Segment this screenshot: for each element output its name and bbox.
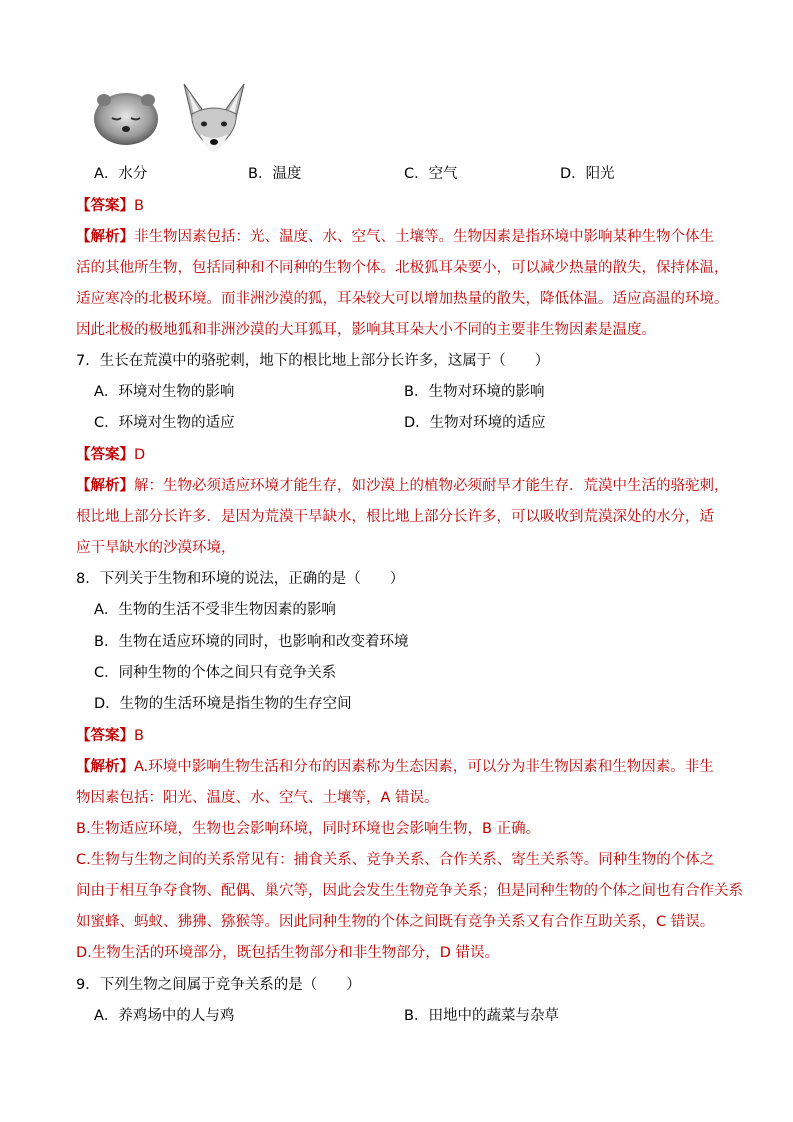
q7-answer <box>76 445 145 465</box>
q6-analysis-line-3: 适应寒冷的北极环境。而非洲沙漠的狐，耳朵较大可以增加热量的散失，降低体温。适应高温的环境。 <box>76 291 729 307</box>
q6-analysis-line-1 <box>76 227 714 247</box>
analysis-text: A.环境中影响生物生活和分布的因素称为生态因素，可以分为非生物因素和生物因素。非生 <box>134 759 714 775</box>
answer-value: B <box>134 728 144 744</box>
q9-option-b: B．田地中的蔬菜与杂草 <box>404 1008 559 1024</box>
q6-option-c: C．空气 <box>404 166 458 182</box>
q7-stem: 7．生长在荒漠中的骆驼刺，地下的根比地上部分长许多，这属于（ ） <box>76 353 550 369</box>
q9-option-a: A．养鸡场中的人与鸡 <box>94 1008 235 1024</box>
answer-tag: 【答案】 <box>76 447 134 463</box>
q8-stem: 8．下列关于生物和环境的说法，正确的是（ ） <box>76 571 405 587</box>
q7-analysis-line-2: 根比地上部分长许多．是因为荒漠干旱缺水，根比地上部分长许多，可以吸收到荒漠深处的水分，适 <box>76 509 714 525</box>
q8-analysis-line-7: D.生物生活的环境部分，既包括生物部分和非生物部分，D 错误。 <box>76 945 500 961</box>
q6-answer <box>76 196 144 216</box>
answer-value: D <box>134 447 146 463</box>
q8-option-a: A．生物的生活不受非生物因素的影响 <box>94 602 336 618</box>
q8-analysis-line-3: B.生物适应环境，生物也会影响环境，同时环境也会影响生物，B 正确。 <box>76 821 541 837</box>
q8-option-c: C．同种生物的个体之间只有竞争关系 <box>94 665 337 681</box>
q7-option-d: D．生物对环境的适应 <box>404 415 546 431</box>
q6-option-a: A．水分 <box>94 166 148 182</box>
q8-analysis-line-5: 间由于相互争夺食物、配偶、巢穴等，因此会发生生物竞争关系；但是同种生物的个体之间也有合作关系 <box>76 883 743 899</box>
q6-option-b: B．温度 <box>248 166 302 182</box>
desert-fox-image <box>178 82 250 154</box>
q8-option-d: D．生物的生活环境是指生物的生存空间 <box>94 696 352 712</box>
q6-analysis-line-4: 因此北极的极地狐和非洲沙漠的大耳狐耳，影响其耳朵大小不同的主要非生物因素是温度。 <box>76 322 656 338</box>
q7-option-c: C．环境对生物的适应 <box>94 415 235 431</box>
arctic-fox-image <box>92 86 160 148</box>
analysis-tag: 【解析】 <box>76 478 134 494</box>
q9-stem: 9．下列生物之间属于竞争关系的是（ ） <box>76 977 361 993</box>
q8-answer <box>76 726 144 746</box>
analysis-tag: 【解析】 <box>76 759 134 775</box>
q7-analysis-line-1 <box>76 476 729 496</box>
answer-value: B <box>134 198 144 214</box>
analysis-text: 非生物因素包括：光、温度、水、空气、土壤等。生物因素是指环境中影响某种生物个体生 <box>134 229 714 245</box>
q8-analysis-line-2: 物因素包括：阳光、温度、水、空气、土壤等，A 错误。 <box>76 790 439 806</box>
q6-analysis-line-2: 活的其他所生物，包括同种和不同种的生物个体。北极狐耳朵要小，可以减少热量的散失，保持体温， <box>76 260 729 276</box>
answer-tag: 【答案】 <box>76 728 134 744</box>
q7-option-a: A．环境对生物的影响 <box>94 384 235 400</box>
q6-option-d: D．阳光 <box>560 166 615 182</box>
analysis-text: 解：生物必须适应环境才能生存，如沙漠上的植物必须耐旱才能生存．荒漠中生活的骆驼刺， <box>134 478 729 494</box>
q8-analysis-line-1 <box>76 757 714 777</box>
q8-analysis-line-6: 如蜜蜂、蚂蚁、狒狒、猕猴等。因此同种生物的个体之间既有竞争关系又有合作互助关系，C 错误。 <box>76 914 715 930</box>
q7-analysis-line-3: 应干旱缺水的沙漠环境， <box>76 540 236 556</box>
q8-analysis-line-4: C.生物与生物之间的关系常见有：捕食关系、竞争关系、合作关系、寄生关系等。同种生物的个体之 <box>76 852 715 868</box>
analysis-tag: 【解析】 <box>76 229 134 245</box>
answer-tag: 【答案】 <box>76 198 134 214</box>
q8-option-b: B．生物在适应环境的同时，也影响和改变着环境 <box>94 634 409 650</box>
q7-option-b: B．生物对环境的影响 <box>404 384 545 400</box>
